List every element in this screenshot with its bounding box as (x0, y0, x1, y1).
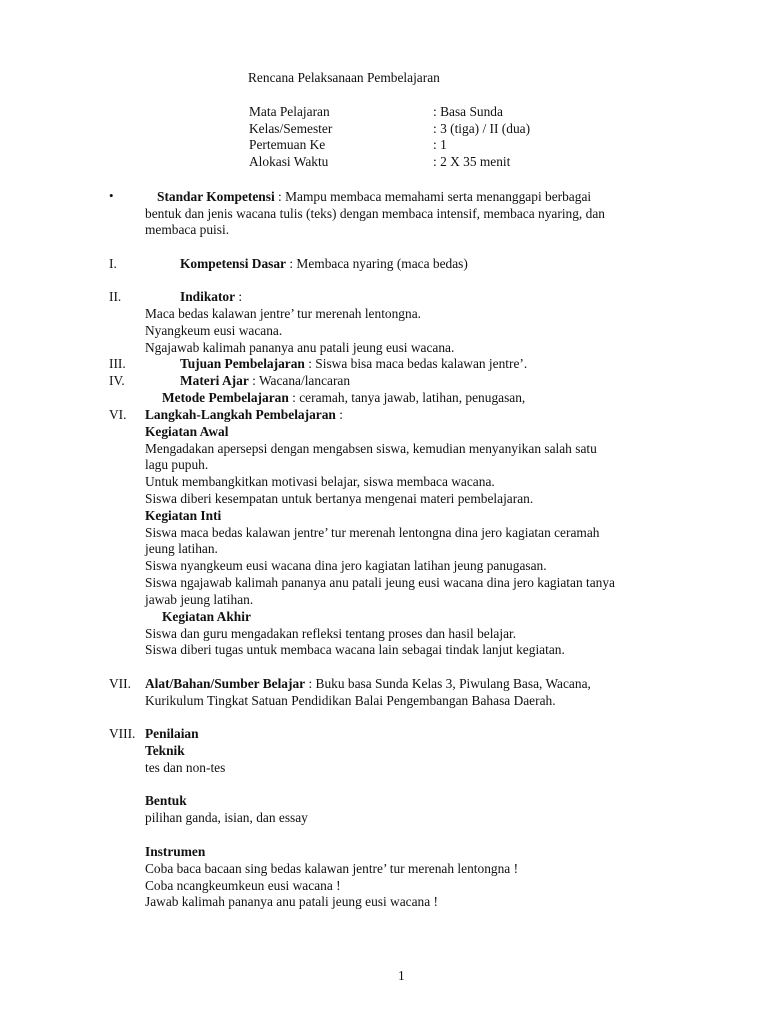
bentuk-text: pilihan ganda, isian, dan essay (145, 810, 308, 825)
kegiatan-inti-line-4: Siswa ngajawab kalimah pananya anu patali jeung eusi wacana dina jero kagiatan tanya (145, 575, 615, 590)
langkah-num: VI. (109, 407, 127, 422)
kegiatan-awal-heading: Kegiatan Awal (145, 424, 229, 439)
sk-line1 (157, 188, 591, 205)
sk-line2: bentuk dan jenis wacana tulis (teks) dengan membaca intensif, membaca nyaring, dan (145, 206, 605, 221)
info-label-kelas: Kelas/Semester (249, 121, 333, 136)
kegiatan-inti-line-5: jawab jeung latihan. (145, 592, 254, 607)
kegiatan-akhir-line-1: Siswa dan guru mengadakan refleksi tentang proses dan hasil belajar. (145, 626, 517, 641)
tujuan-text: : Siswa bisa maca bedas kalawan jentre’. (304, 356, 528, 371)
materi-line (180, 372, 350, 389)
info-value-alokasi: : 2 X 35 menit (433, 154, 511, 169)
tujuan-num: III. (109, 356, 126, 371)
info-value-kelas: : 3 (tiga) / II (dua) (433, 121, 531, 136)
sk-heading: Standar Kompetensi (157, 189, 275, 204)
sk-bullet: • (109, 188, 114, 203)
info-label-pertemuan: Pertemuan Ke (249, 137, 326, 152)
bentuk-heading: Bentuk (145, 793, 187, 808)
tujuan-heading: Tujuan Pembelajaran (180, 356, 305, 371)
indikator-item-3: Ngajawab kalimah pananya anu patali jeung eusi wacana. (145, 340, 455, 355)
kegiatan-awal-line-2: lagu pupuh. (145, 457, 209, 472)
kegiatan-awal-line-4: Siswa diberi kesempatan untuk bertanya mengenai materi pembelajaran. (145, 491, 534, 506)
langkah-heading: Langkah-Langkah Pembelajaran (145, 407, 336, 422)
kd-heading: Kompetensi Dasar (180, 256, 287, 271)
info-value-mapel: : Basa Sunda (433, 104, 503, 119)
indikator-num: II. (109, 289, 122, 304)
indikator-colon: : (235, 289, 243, 304)
langkah-colon: : (335, 407, 343, 422)
info-value-pertemuan: : 1 (433, 137, 447, 152)
penilaian-heading: Penilaian (145, 726, 199, 741)
kegiatan-akhir-line-2: Siswa diberi tugas untuk membaca wacana lain sebagai tindak lanjut kegiatan. (145, 642, 565, 657)
page-number: 1 (398, 968, 405, 983)
instrumen-heading: Instrumen (145, 844, 206, 859)
doc-title: Rencana Pelaksanaan Pembelajaran (248, 70, 440, 85)
metode-heading: Metode Pembelajaran (162, 390, 289, 405)
sk-line3: membaca puisi. (145, 222, 230, 237)
metode-line (162, 389, 525, 406)
penilaian-num: VIII. (109, 726, 136, 741)
metode-text: : ceramah, tanya jawab, latihan, penugasan, (288, 390, 526, 405)
kegiatan-inti-line-2: jeung latihan. (145, 541, 218, 556)
kegiatan-inti-line-3: Siswa nyangkeum eusi wacana dina jero kagiatan latihan jeung panugasan. (145, 558, 547, 573)
materi-text: : Wacana/lancaran (248, 373, 351, 388)
info-label-alokasi: Alokasi Waktu (249, 154, 329, 169)
kegiatan-inti-heading: Kegiatan Inti (145, 508, 222, 523)
kd-num: I. (109, 256, 117, 271)
alat-heading: Alat/Bahan/Sumber Belajar (145, 676, 306, 691)
indikator-item-2: Nyangkeum eusi wacana. (145, 323, 283, 338)
instrumen-line-1: Coba baca bacaan sing bedas kalawan jentre’ tur merenah lentongna ! (145, 861, 519, 876)
langkah-line (145, 406, 343, 423)
kd-line (180, 255, 468, 272)
indikator-line (180, 288, 242, 305)
instrumen-line-3: Jawab kalimah pananya anu patali jeung eusi wacana ! (145, 894, 438, 909)
alat-num: VII. (109, 676, 131, 691)
materi-num: IV. (109, 373, 125, 388)
alat-text: : Buku basa Sunda Kelas 3, Piwulang Basa, Wacana, (305, 676, 591, 691)
teknik-heading: Teknik (145, 743, 185, 758)
indikator-heading: Indikator (180, 289, 236, 304)
instrumen-line-2: Coba ncangkeumkeun eusi wacana ! (145, 878, 341, 893)
kegiatan-awal-line-3: Untuk membangkitkan motivasi belajar, siswa membaca wacana. (145, 474, 495, 489)
materi-heading: Materi Ajar (180, 373, 249, 388)
info-label-mapel: Mata Pelajaran (249, 104, 330, 119)
kegiatan-inti-line-1: Siswa maca bedas kalawan jentre’ tur merenah lentongna dina jero kagiatan ceramah (145, 525, 600, 540)
indikator-item-1: Maca bedas kalawan jentre’ tur merenah lentongna. (145, 306, 421, 321)
tujuan-line (180, 355, 527, 372)
alat-line-1 (145, 675, 591, 692)
kd-text: : Membaca nyaring (maca bedas) (286, 256, 468, 271)
alat-line-2: Kurikulum Tingkat Satuan Pendidikan Balai Pengembangan Bahasa Daerah. (145, 693, 556, 708)
sk-text: : Mampu membaca memahami serta menanggapi berbagai (274, 189, 592, 204)
kegiatan-awal-line-1: Mengadakan apersepsi dengan mengabsen siswa, kemudian menyanyikan salah satu (145, 441, 597, 456)
teknik-text: tes dan non-tes (145, 760, 226, 775)
kegiatan-akhir-heading: Kegiatan Akhir (162, 609, 251, 624)
